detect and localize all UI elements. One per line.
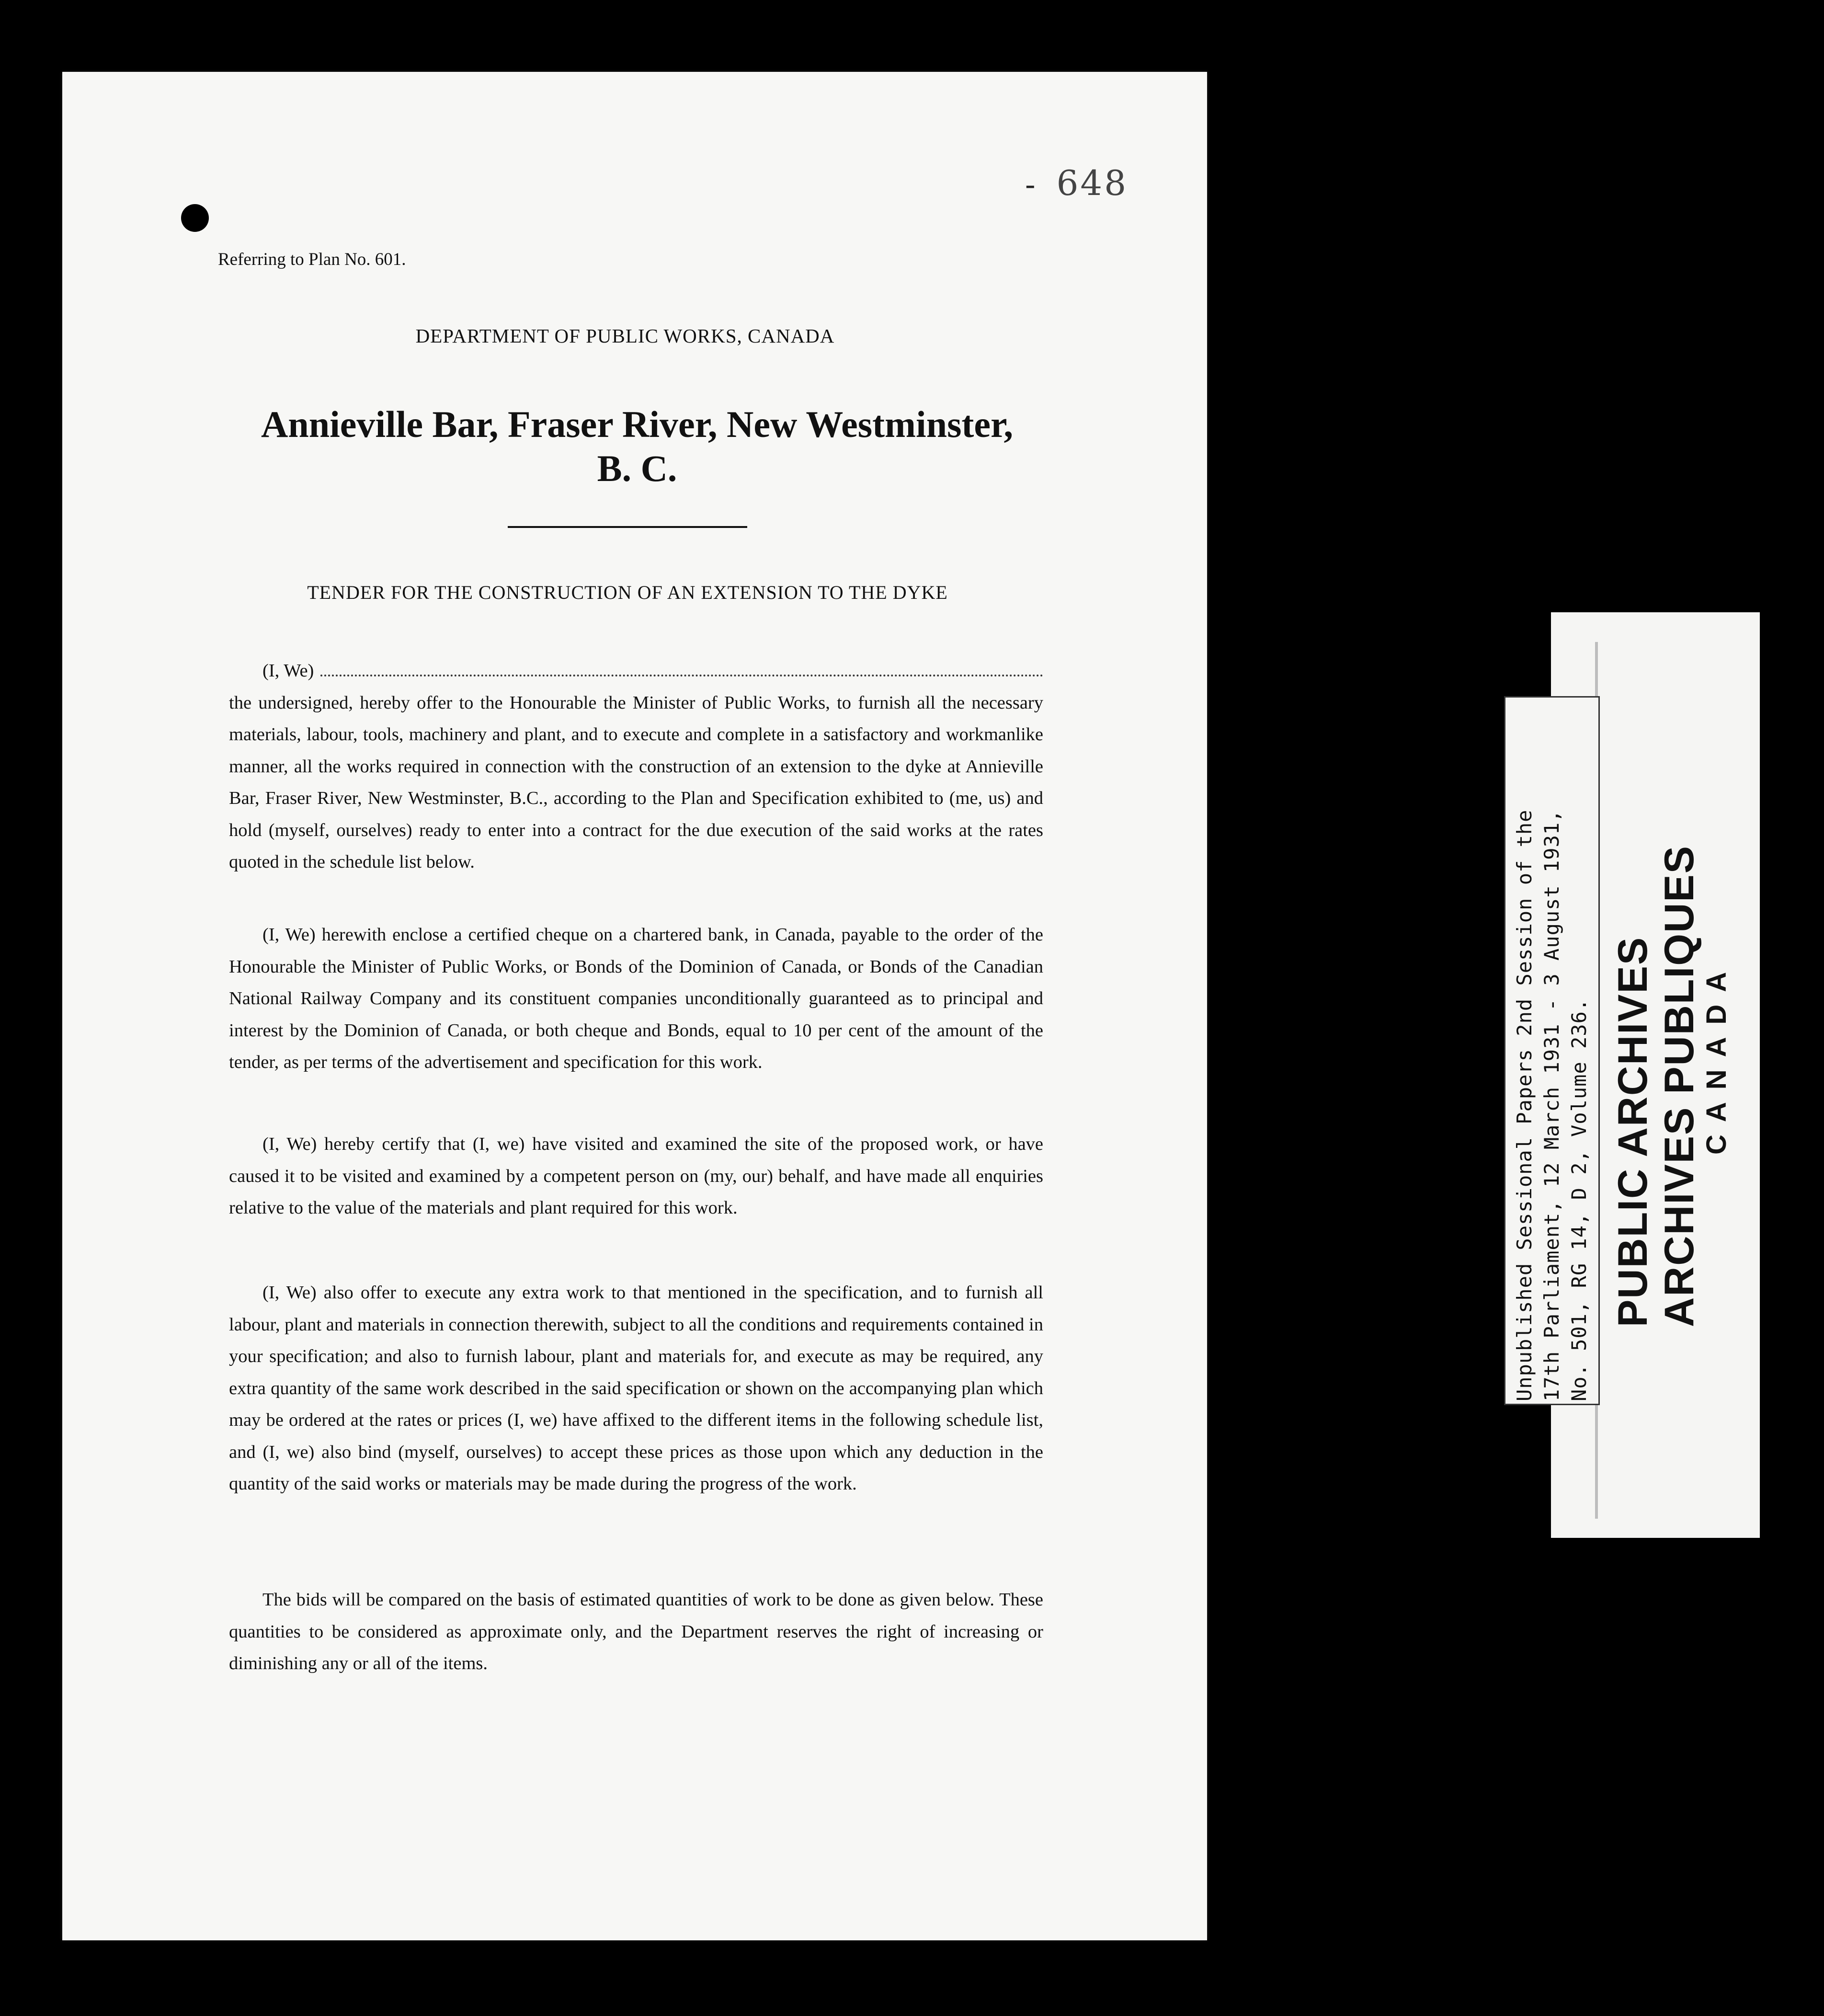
punch-hole: [181, 204, 209, 232]
paragraph-5: The bids will be compared on the basis of estimated quantities of work to be done as given below. These quantities to be considered as approximate only, and the Department reserves the right of increasing or diminishing any or all of the items.: [229, 1590, 1043, 1673]
page-number-value: 648: [1056, 163, 1129, 203]
page-number-dash: -: [1025, 167, 1037, 203]
archive-label-line-2: 17th Parliament, 12 March 1931 - 3 August 1931,: [1540, 809, 1563, 1401]
tenderer-name-blank[interactable]: [320, 675, 1043, 676]
paragraph-1-text: the undersigned, hereby offer to the Honourable the Minister of Public Works, to furnish all the necessary materials, labour, tools, machinery and plant, and to execute and complete in a satisfactory and workmanlike manner, all the works required in connection with the construction of an extension to the dyke at Annieville Bar, Fraser River, New Westminster, B.C., according to the Plan and Specification exhibited to (me, us) and hold (myself, ourselves) ready to enter into a contract for the due execution of the said works at the rates quoted in the schedule list below.: [229, 692, 1043, 872]
paragraph-2: (I, We) herewith enclose a certified cheque on a chartered bank, in Canada, payable to the order of the Honourable the Minister of Public Works, or Bonds of the Dominion of Canada, or Bonds of the Canadian National Railway Company and its constituent companies unconditionally guaranteed as to principal and interest by the Dominion of Canada, or both cheque and Bonds, equal to 10 per cent of the amount of the tender, as per terms of the advertisement and specification for this work.: [229, 925, 1043, 1072]
archive-label-line-1: Unpublished Sessional Papers 2nd Session of the: [1513, 809, 1536, 1401]
paragraph-4: (I, We) also offer to execute any extra work to that mentioned in the specification, and to furnish all labour, plant and materials in connection therewith, subject to all the conditions and requirements contained in your specification; and also to furnish labour, plant and materials for, and execute as may be required, any extra quantity of the same work described in the said specification or shown on the accompanying plan which may be ordered at the rates or prices (I, we) have affixed to the different items in the following schedule list, and (I, we) also bind (myself, ourselves) to accept these prices as those upon which any deduction in the quantity of the said works or materials may be made during the progress of the work.: [229, 1283, 1043, 1494]
title-rule: [508, 526, 747, 528]
paragraph-3: (I, We) hereby certify that (I, we) have visited and examined the site of the proposed work, or have caused it to be visited and examined by a competent person on (my, our) behalf, and have made all enquiries relative to the value of the materials and plant required for this work.: [229, 1134, 1043, 1218]
plan-reference: Referring to Plan No. 601.: [218, 250, 406, 269]
document-title: [192, 402, 1083, 491]
paragraph-1-start: (I, We): [262, 661, 314, 681]
tenderer-name-line: [229, 655, 1043, 687]
archive-stamp-line-2: ARCHIVES PUBLIQUES: [1656, 845, 1702, 1327]
page-number: [1025, 163, 1128, 203]
title-line-2: B. C.: [597, 447, 677, 489]
archive-stamp-line-3: C A N A D A: [1701, 969, 1732, 1155]
archive-stamp-line-1: PUBLIC ARCHIVES: [1610, 936, 1656, 1327]
paragraph-1: [229, 655, 1043, 878]
tender-heading: TENDER FOR THE CONSTRUCTION OF AN EXTENSION TO THE DYKE: [307, 582, 948, 603]
department-heading: DEPARTMENT OF PUBLIC WORKS, CANADA: [415, 325, 835, 347]
title-line-1: Annieville Bar, Fraser River, New Westminster,: [261, 403, 1013, 445]
archive-label-line-3: No. 501, RG 14, D 2, Volume 236.: [1567, 998, 1591, 1401]
